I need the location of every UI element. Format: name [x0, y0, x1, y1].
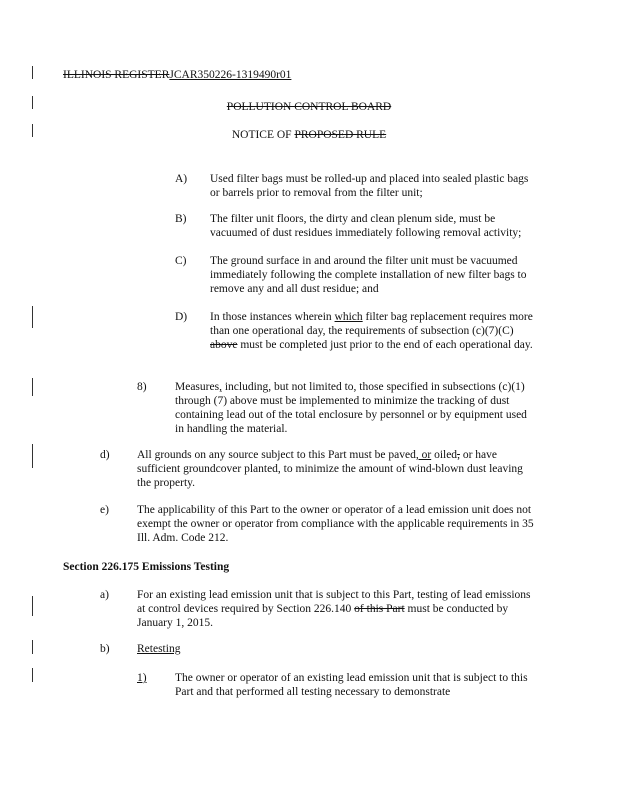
- item-text: The ground surface in and around the filter unit must be vacuumed immediately following the complete installation of new filter bags to remove any and all dust residue; and: [210, 255, 527, 295]
- text-run: including, but not limited to, those specified in subsections (c)(1) through (7) above must be implemented to minimize the tracking of dust containing lead out of the total enclosure by personnel or by equipment used in handling the material.: [175, 381, 527, 435]
- subsection-title-text: Retesting: [137, 643, 181, 655]
- item-label: e): [100, 504, 109, 516]
- item-label: b): [100, 643, 110, 655]
- section-heading: [63, 560, 229, 574]
- inserted-text: which: [334, 311, 363, 323]
- item-label: 8): [137, 381, 147, 393]
- item-label: A): [175, 173, 188, 185]
- subsection-title: [137, 642, 180, 656]
- item-label: 1): [137, 672, 147, 684]
- notice-title: [0, 128, 618, 142]
- board-name: [0, 100, 618, 114]
- inserted-text: ,: [219, 381, 222, 393]
- item-text: The owner or operator of an existing lead emission unit that is subject to this Part and that performed all testing necessary to demonstrate: [175, 672, 528, 698]
- item-text: [137, 448, 537, 490]
- text-run: must be completed just prior to the end of each operational day.: [237, 339, 533, 351]
- struck-text: above: [210, 339, 238, 351]
- text-run: For an existing lead emission unit that is subject to this Part, testing of lead emissions at control devices required by Section 226.140: [137, 589, 531, 615]
- item-label: B): [175, 213, 187, 225]
- register-code: JCAR350226-1319490r01: [169, 69, 292, 81]
- text-run: oiled: [431, 449, 458, 461]
- notice-struck: PROPOSED RULE: [294, 129, 387, 141]
- revision-bar: [32, 378, 33, 396]
- item-text: [137, 588, 537, 630]
- board-name-text: POLLUTION CONTROL BOARD: [226, 101, 392, 113]
- item-label: a): [100, 589, 109, 601]
- revision-bar: [32, 66, 33, 79]
- notice-prefix: NOTICE OF: [231, 129, 295, 141]
- text-run: or have sufficient groundcover planted, to minimize the amount of wind-blown dust leaving the property.: [137, 449, 523, 489]
- text-run: must be conducted by January 1, 2015.: [137, 603, 509, 629]
- register-name: ILLINOIS REGISTER: [63, 69, 170, 81]
- item-text: [210, 310, 540, 352]
- revision-bar: [32, 640, 33, 654]
- item-label: d): [100, 449, 110, 461]
- revision-bar: [32, 444, 33, 468]
- item-text: The applicability of this Part to the owner or operator of a lead emission unit does not exempt the owner or operator from compliance with the applicable requirements in 35 Ill. Adm. Code 212.: [137, 504, 534, 544]
- item-text: [175, 380, 537, 436]
- text-run: In those instances wherein: [210, 311, 335, 323]
- item-text: The filter unit floors, the dirty and clean plenum side, must be vacuumed of dust residues immediately following removal activity;: [210, 213, 522, 239]
- struck-text: of this Part: [354, 603, 405, 615]
- item-label: C): [175, 255, 187, 267]
- struck-text: ,: [457, 449, 460, 461]
- text-run: filter bag replacement requires more than one operational day, the requirements of subsection (c)(7)(C): [210, 311, 533, 337]
- text-run: All grounds on any source subject to this Part must be paved: [137, 449, 416, 461]
- revision-bar: [32, 668, 33, 682]
- revision-bar: [32, 306, 33, 328]
- register-header: [63, 68, 483, 82]
- item-label: D): [175, 311, 188, 323]
- revision-bar: [32, 596, 33, 616]
- item-text: Used filter bags must be rolled-up and placed into sealed plastic bags or barrels prior to removal from the filter unit;: [210, 173, 529, 199]
- text-run: Measures: [175, 381, 220, 393]
- inserted-text: , or: [415, 449, 432, 461]
- section-heading-text: Section 226.175 Emissions Testing: [63, 561, 230, 573]
